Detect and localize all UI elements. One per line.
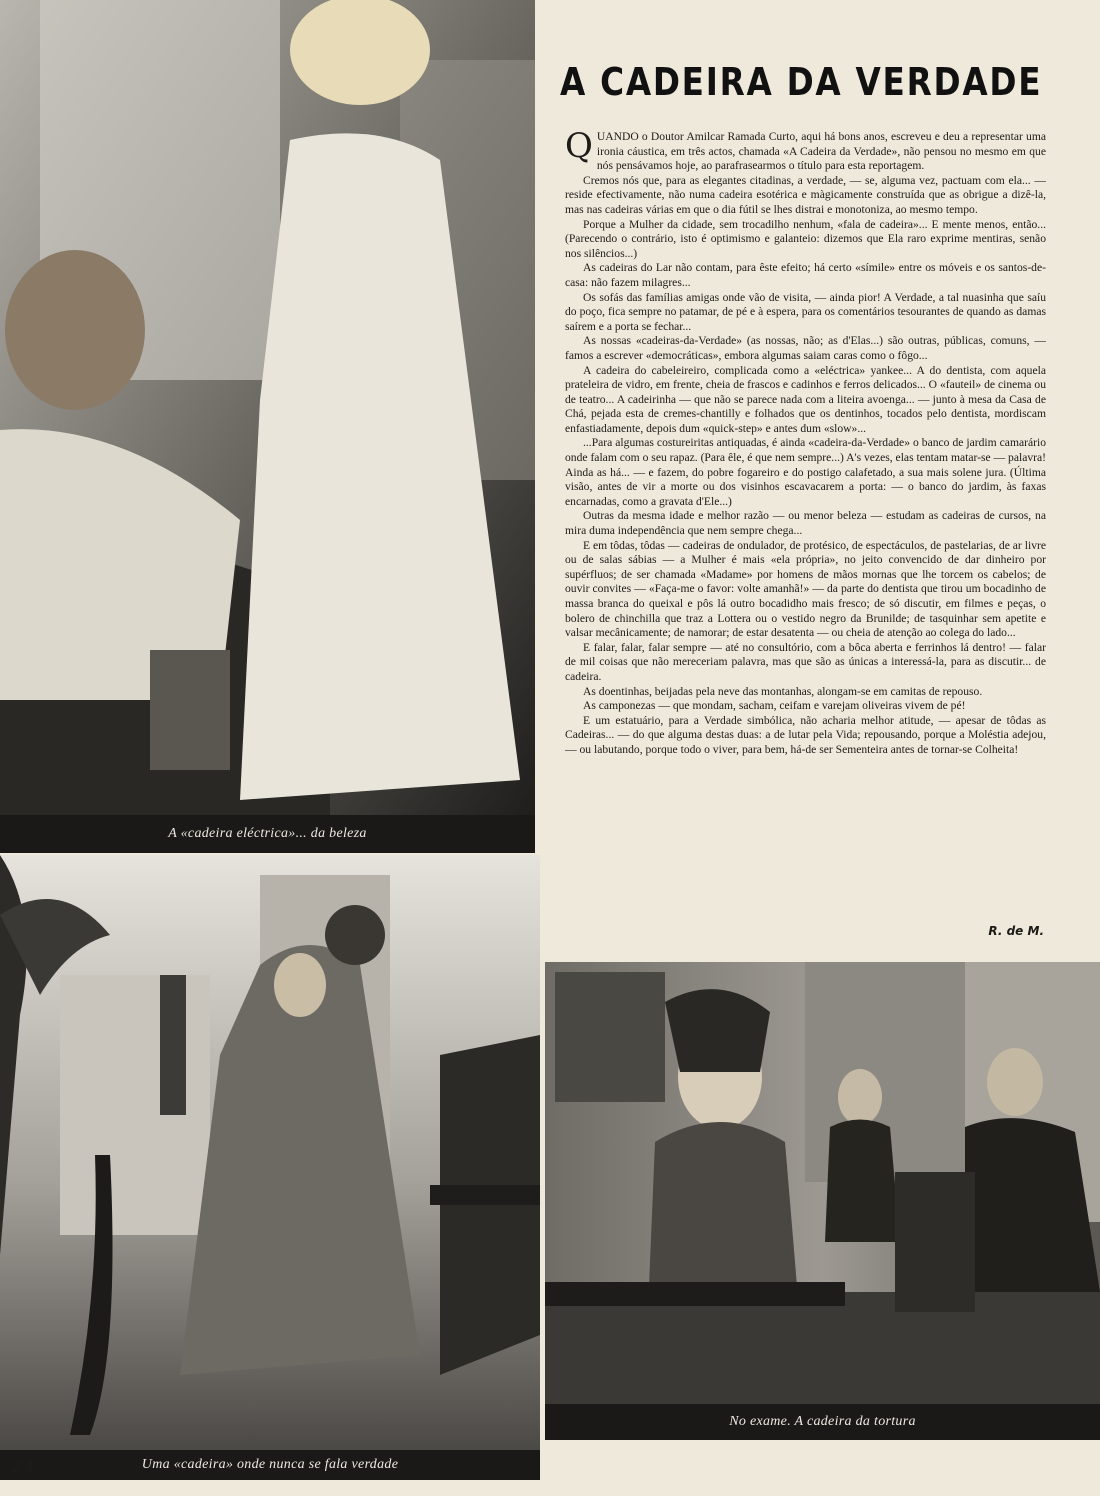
caption-hairdresser: A «cadeira eléctrica»... da beleza [0, 815, 535, 853]
article-paragraph: E falar, falar, falar sempre — até no consultório, com a bôca aberta e ferrinhos lá dentro! — falar de mil coisas que não mereceriam palavra, mas que são as únicas a interessá-la, para as discutir... de cadeira. [565, 640, 1046, 683]
photo-park-bench [0, 855, 540, 1450]
article-paragraph: E um estatuário, para a Verdade simbólica, não acharia melhor atitude, — apesar de tôdas as Cadeiras... — do que alguma destas duas: a de lutar pela Vida; repousando, porque a Moléstia adejou, — ou labutando, porque todo o viver, para bem, há-de ser Sementeira antes de tornar-se Colheita! [565, 713, 1046, 756]
article-title: A CADEIRA DA VERDADE [560, 60, 1043, 104]
article-paragraph: As nossas «cadeiras-da-Verdade» (as nossas, não; as d'Elas...) são outras, públicas, comuns, — famos a escrever «democráticas», embora algumas saiam caras como o fôgo... [565, 334, 1046, 362]
article-paragraph: QUANDO o Doutor Amilcar Ramada Curto, aqui há bons anos, escreveu e deu a representar uma ironia cáustica, em três actos, chamada «A Cadeira da Verdade», não pensou no mesmo em que nós pensávamos hoje, ao parafrasearmos o título para esta reportagem. [565, 126, 1046, 173]
article-paragraph: As camponezas — que mondam, sacham, ceifam e varejam oliveiras vivem de pé! [583, 699, 966, 713]
signature: R. de M. [988, 924, 1044, 938]
photo-hairdresser [0, 0, 535, 815]
photo-exam [545, 962, 1100, 1404]
dropcap: Q [565, 126, 593, 166]
article-paragraph: Outras da mesma idade e melhor razão — ou menor beleza — estudam as cadeiras de cursos, na mira duma independência que nem sempre chega... [565, 509, 1046, 538]
article-paragraph: As doentinhas, beijadas pela neve das montanhas, alongam-se em camitas de repouso. [583, 684, 983, 698]
article-paragraph: A cadeira do cabeleireiro, complicada como a «eléctrica» yankee... A do dentista, com aquela prateleira de vidro, em frente, cheia de frascos e cadinhos e ferros delicados... O «fauteil» de cinema ou de teatro... A cadeirinha — que não se parece nada com a liteira avoenga... — junto à mesa da Casa de Chá, pejada esta de cremes-chantilly e folhados que os dentinhos, tocados pelo dentista, mordiscam enfastiadamente, depois dum «quick-step» e antes dum «slow»... [565, 363, 1046, 435]
article-paragraph: Cremos nós que, para as elegantes citadinas, a verdade, — se, alguma vez, pactuam com ela... — reside efectivamente, não numa cadeira esotérica e màgicamente construída que as obrigue a dizê-la, mas nas cadeiras várias em que o dia fútil se lhes distrai e monotoniza, ao mesmo tempo. [565, 173, 1046, 216]
caption-exam: No exame. A cadeira da tortura [545, 1404, 1100, 1440]
article-paragraph: ...Para algumas costureiritas antiquadas, é ainda «cadeira-da-Verdade» o banco de jardim camarário onde falam com o seu rapaz. (Para êle, é que nem sempre...) A's vezes, elas tentam matar-se — palavra! Ainda as há... — e fazem, do pobre fogareiro e do postigo calafetado, a sua mais solene jura. (Última visão, antes de vir a morte ou dos visinhos escavacarem a porta: — o banco do jardim, às faxas encarnadas, como a gravata d'Ele...) [565, 436, 1046, 508]
article-paragraph: As cadeiras do Lar não contam, para êste efeito; há certo «símile» entre os móveis e os santos-de-casa: não fazem milagres... [565, 261, 1046, 289]
article-paragraph: Porque a Mulher da cidade, sem trocadilho nenhum, «fala de cadeira»... E mente menos, então... (Parecendo o contrário, isto é optimismo e galanteio: dizemos que Ela raro exprime mentiras, senão nos silêncios...) [565, 217, 1046, 260]
page-number: 24 [10, 1457, 36, 1478]
article-paragraph: Os sofás das famílias amigas onde vão de visita, — ainda pior! A Verdade, a tal nuasinha que saíu do poço, fica sempre no patamar, de pé e à espera, para os comentários tesourantes de quando as damas saírem e a porta se fechar... [565, 290, 1046, 333]
article-paragraph: E em tôdas, tôdas — cadeiras de ondulador, de protésico, de espectáculos, de pastelarias, de ar livre ou de salas sábias — a Mulher é mais «ela própria», no jeito convencido de dar dinheiro por supérfluos; de ser chamada «Madame» por homens de mãos mornas que lhe torcem os cabelos; de ouvir convites — «Faça-me o favor: volte amanhã!» — da parte do dentista que tirou um bocadinho de massa branca do queixal e pôs lá outro bocadidho mais fresco; de só discutir, em filmes e peças, o bolero de chinchilla que traz a Lottera ou o vestido negro da Brunilde; de tasquinhar sem apetite e valsar mecânicamente; de namorar; de estar desatenta — ou cheia de atenção ao colega do lado... [565, 538, 1046, 640]
caption-park-bench: Uma «cadeira» onde nunca se fala verdade [0, 1450, 540, 1480]
article-body [565, 126, 1046, 758]
